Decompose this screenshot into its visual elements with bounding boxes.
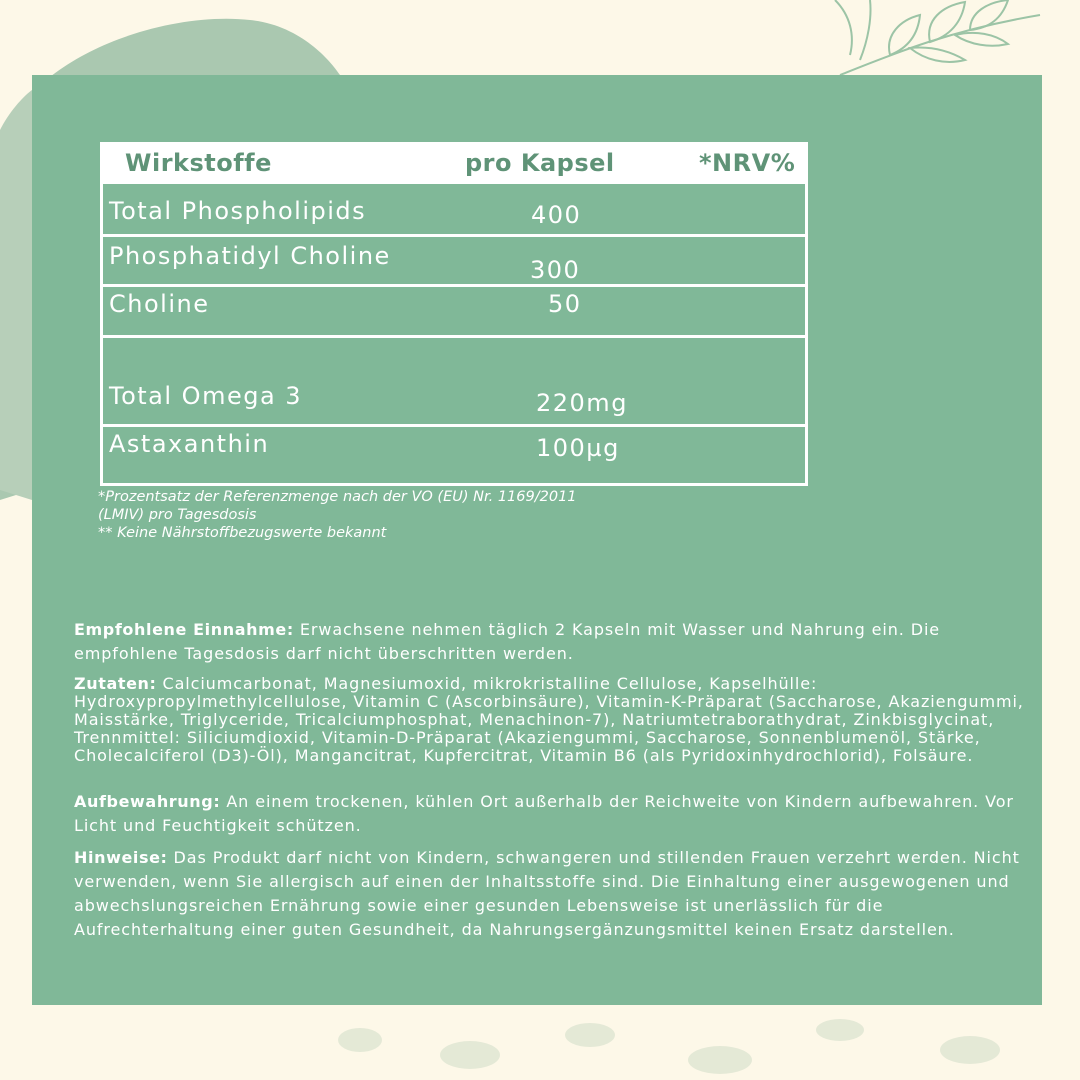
bottom-leaf-pattern [330, 1000, 1050, 1080]
section-text: Das Produkt darf nicht von Kindern, schwangeren und stillenden Frauen verzehrt werden. Nicht verwenden, wenn Sie allergisch auf einen der Inhaltsstoffe sind. Die Einhaltung einer ausgewogenen und abwechslungsreichen Ernährung sowie einer gesunden Lebensweise ist unerlässlich für die Aufrechterhaltung einer guten Gesundheit, da Nahrungsergänzungsmittel keinen Ersatz darstellen. [74, 848, 1020, 939]
footnote-line: ** Keine Nährstoffbezugswerte bekannt [98, 525, 387, 541]
header-nrv: *NRV% [699, 149, 796, 177]
header-wirkstoffe: Wirkstoffe [125, 149, 272, 177]
table-footnotes [98, 488, 577, 542]
row-name: Total Phospholipids [109, 197, 367, 225]
row-name: Astaxanthin [109, 430, 270, 458]
footnote-line: (LMIV) pro Tagesdosis [98, 507, 257, 523]
row-qty: 50 [548, 290, 582, 318]
section-label: Empfohlene Einnahme: [74, 620, 294, 639]
table-row [103, 335, 805, 424]
table-row [103, 424, 805, 483]
section-zutaten [74, 675, 1034, 765]
section-label: Zutaten: [74, 674, 157, 693]
nutrition-table [100, 142, 808, 486]
row-name: Total Omega 3 [109, 382, 303, 410]
row-qty: 300 [530, 256, 581, 284]
section-text: An einem trockenen, kühlen Ort außerhalb der Reichweite von Kindern aufbewahren. Vor Licht und Feuchtigkeit schützen. [74, 792, 1014, 835]
table-row [103, 284, 805, 335]
table-header [103, 145, 805, 181]
section-einnahme [74, 618, 1034, 666]
row-qty: 400 [531, 201, 582, 229]
footnote-line: *Prozentsatz der Referenzmenge nach der VO (EU) Nr. 1169/2011 [98, 489, 577, 505]
info-panel [32, 75, 1042, 1005]
leaf-branch-icon [830, 0, 1050, 80]
row-name: Choline [109, 290, 210, 318]
section-hinweise [74, 846, 1034, 942]
header-pro-kapsel: pro Kapsel [465, 149, 615, 177]
table-row [103, 234, 805, 284]
section-text: Erwachsene nehmen täglich 2 Kapseln mit Wasser und Nahrung ein. Die empfohlene Tagesdosis darf nicht überschritten werden. [74, 620, 941, 663]
section-label: Hinweise: [74, 848, 168, 867]
row-qty: 220mg [536, 389, 628, 417]
section-aufbewahrung [74, 790, 1034, 838]
row-qty: 100µg [536, 434, 620, 462]
table-row [103, 181, 805, 234]
row-name: Phosphatidyl Choline [109, 242, 391, 270]
section-text: Calciumcarbonat, Magnesiumoxid, mikrokristalline Cellulose, Kapselhülle: Hydroxypropylmethylcellulose, Vitamin C (Ascorbinsäure), Vitamin-K-Präparat (Saccharose, Akaziengummi, Maisstärke, Triglyceride, Tricalciumphosphat, Menachinon-7), Natriumtetraborathydrat, Zinkbisglycinat, Trennmittel: Siliciumdioxid, Vitamin-D-Präparat (Akaziengummi, Saccharose, Sonnenblumenöl, Stärke, Cholecalciferol (D3)-Öl), Mangancitrat, Kupfercitrat, Vitamin B6 (als Pyridoxinhydrochlorid), Folsäure. [74, 674, 1024, 765]
section-label: Aufbewahrung: [74, 792, 221, 811]
